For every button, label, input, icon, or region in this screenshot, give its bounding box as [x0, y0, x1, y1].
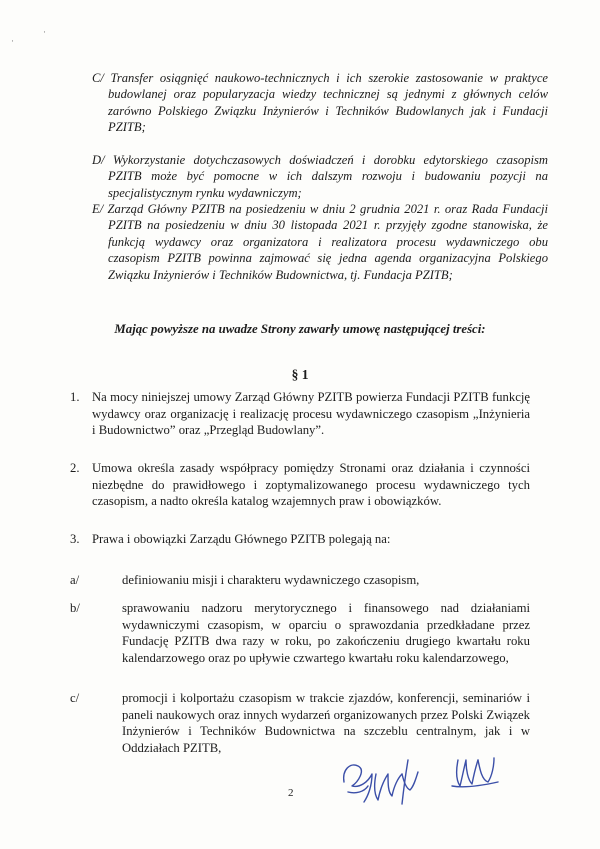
recital-e: E/ Zarząd Główny PZITB na posiedzeniu w dniu 2 grudnia 2021 r. oraz Rada Fundacji PZITB na posiedzeniu w dniu 30 listopada 2021 r. przyjęły zgodne stanowiska, że funkcją wydawcy oraz organizatora i realizatora procesu wydawniczego obu czasopism PZITB powinna zajmować się jedna agenda organizacyjna Polskiego Związku Inżynierów i Techników Budownictwa, tj. Fundacja PZITB;	[92, 202, 548, 282]
item-letter: c/	[70, 691, 80, 705]
recital-d: D/ Wykorzystanie dotychczasowych doświadczeń i dorobku edytorskiego czasopism PZITB może być pomocne w ich dalszym rozwoju i budowaniu pozycji na specjalistycznym rynku wydawniczym;	[92, 153, 548, 200]
item-text: Umowa określa zasady współpracy pomiędzy Stronami oraz działania i czynności niezbędne do prawidłowego i zoptymalizowanego procesu wydawniczego tych czasopism, a nadto określa katalog wzajemnych praw i obowiązków.	[92, 461, 530, 509]
preamble: Mając powyższe na uwadze Strony zawarły umowę następującej treści:	[114, 322, 486, 336]
item-number: 3.	[70, 532, 80, 546]
item-text: definiowaniu misji i charakteru wydawniczego czasopism,	[122, 573, 420, 587]
section-title: § 1	[291, 367, 309, 382]
item-number: 2.	[70, 461, 80, 475]
numbered-item-1	[70, 389, 530, 439]
scan-mark: ·	[43, 27, 46, 37]
lettered-item-b	[70, 600, 530, 666]
signature-image	[338, 752, 518, 810]
item-letter: a/	[70, 573, 80, 587]
item-text: Na mocy niniejszej umowy Zarząd Główny PZITB powierza Fundacji PZITB funkcję wydawcy oraz organizację i realizację procesu wydawniczego czasopism „Inżynieria i Budownictwo” oraz „Przegląd Budowlany”.	[92, 390, 530, 438]
item-letter: b/	[70, 601, 80, 615]
item-text: Prawa i obowiązki Zarządu Głównego PZITB polegają na:	[92, 532, 391, 546]
page-number: 2	[288, 787, 294, 799]
lettered-item-c	[70, 690, 530, 756]
scan-mark: ·	[11, 36, 14, 46]
numbered-item-3	[70, 531, 530, 548]
recital-c: C/ Transfer osiągnięć naukowo-technicznych i ich szerokie zastosowanie w praktyce budowlanej oraz popularyzacja wiedzy technicznej są jednymi z głównych celów zarówno Polskiego Związku Inżynierów i Techników Budowlanych jak i Fundacji PZITB;	[92, 71, 548, 135]
numbered-item-2	[70, 460, 530, 510]
item-number: 1.	[70, 390, 80, 404]
lettered-item-a	[70, 572, 530, 589]
item-text: promocji i kolportażu czasopism w trakcie zjazdów, konferencji, seminariów i paneli naukowych oraz innych wydarzeń organizowanych przez Polski Związek Inżynierów i Techników Budownictwa na szczeblu centralnym, jak i w Oddziałach PZITB,	[122, 691, 530, 755]
item-text: sprawowaniu nadzoru merytorycznego i finansowego nad działaniami wydawniczymi czasopism, w oparciu o sprawozdania przedkładane przez Fundację PZITB dwa razy w roku, po zakończeniu drugiego kwartału roku kalendarzowego oraz po upływie czwartego kwartału roku kalendarzowego,	[122, 601, 530, 665]
